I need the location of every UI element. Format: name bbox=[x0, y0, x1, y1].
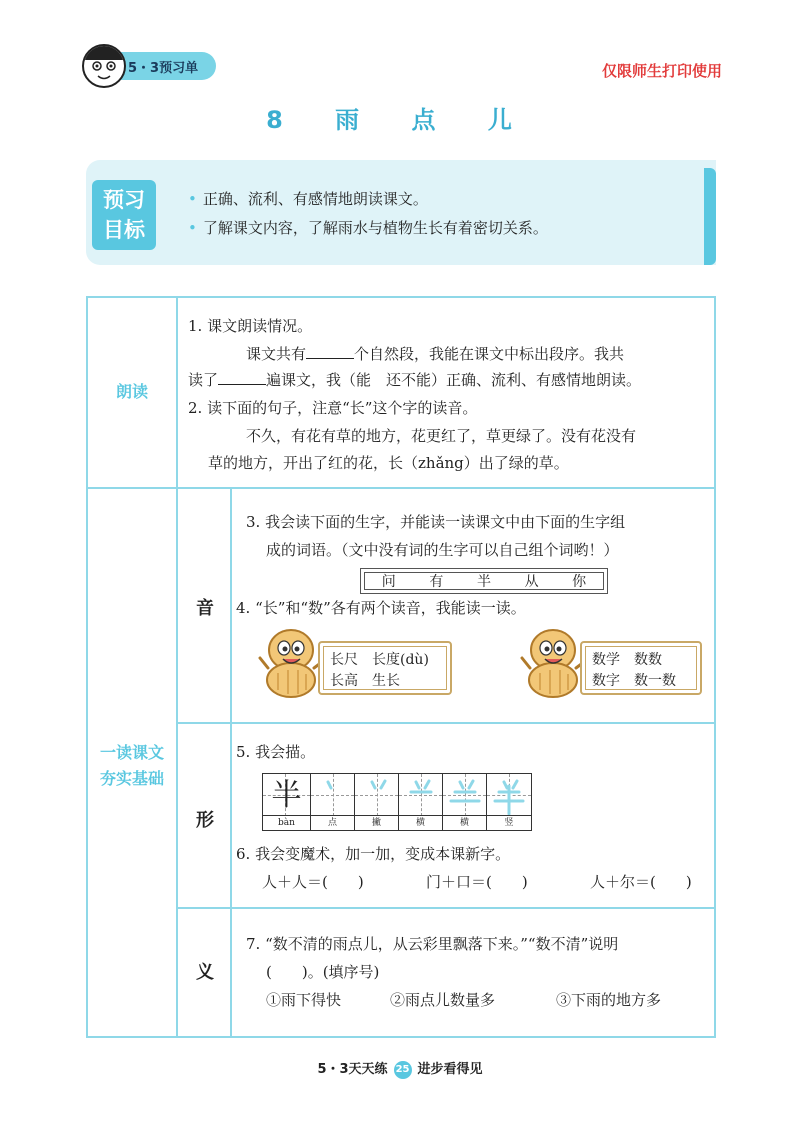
q6-title: 6. 我会变魔术，加一加，变成本课新字。 bbox=[236, 845, 511, 863]
q1-title: 1. 课文朗读情况。 bbox=[188, 317, 313, 335]
table-divider bbox=[86, 487, 716, 489]
bullet-icon: • bbox=[188, 190, 197, 208]
cartoon-avatar-icon bbox=[82, 44, 126, 88]
footer-right: 进步看得见 bbox=[417, 1062, 483, 1077]
stroke-heng-icon bbox=[399, 774, 443, 816]
basics-label bbox=[88, 740, 176, 792]
word-card-row: 长尺 长度(dù) bbox=[330, 652, 429, 668]
new-character: 有 bbox=[429, 574, 444, 590]
q1-line1-b: 个自然段，我能在课文中标出段序。我共 bbox=[354, 345, 625, 363]
grid-cell-model bbox=[263, 774, 311, 830]
goals-label-line1: 预习 bbox=[103, 188, 145, 212]
q4-title: 4. “长”和“数”各有两个读音，我能读一读。 bbox=[236, 599, 526, 617]
q2-line1: 不久，有花有草的地方，花更红了，草更绿了。没有花没有 bbox=[246, 427, 637, 445]
q7-option: ③下雨的地方多 bbox=[556, 991, 662, 1009]
reading-label: 朗读 bbox=[115, 382, 148, 401]
grid-cell-stroke[interactable] bbox=[399, 774, 443, 830]
table-border-top bbox=[86, 296, 716, 298]
goal-text: 了解课文内容，了解雨水与植物生长有着密切关系。 bbox=[202, 219, 548, 237]
table-border-left bbox=[86, 296, 88, 1038]
q1-line1-a: 课文共有 bbox=[246, 345, 307, 363]
shape-label: 形 bbox=[196, 810, 214, 831]
goal-item bbox=[188, 217, 548, 238]
footer bbox=[0, 1058, 800, 1079]
q7-option: ①雨下得快 bbox=[266, 991, 342, 1009]
basics-label-line1: 一读课文 bbox=[99, 743, 164, 762]
word-card-row: 长高 生长 bbox=[330, 673, 400, 689]
table-divider bbox=[176, 722, 716, 724]
q3-line2: 成的词语。（文中没有词的生字可以自己组个词哟！） bbox=[266, 541, 619, 559]
stroke-heng-icon bbox=[443, 774, 487, 816]
q1-line2 bbox=[188, 366, 641, 394]
stroke-dot-icon bbox=[311, 774, 355, 816]
peanut-mascot-icon bbox=[258, 628, 324, 702]
meaning-label: 义 bbox=[196, 962, 214, 983]
grid-cell-stroke[interactable] bbox=[355, 774, 399, 830]
stroke-shu-icon bbox=[487, 774, 531, 816]
basics-label-line2: 夯实基础 bbox=[99, 769, 164, 788]
goal-item bbox=[188, 188, 428, 209]
table-border-bottom bbox=[86, 1036, 716, 1038]
stroke-name: 撇 bbox=[355, 815, 398, 830]
stroke-name: 竖 bbox=[487, 815, 531, 830]
q6-blank-a[interactable]: 人＋人＝( ) bbox=[262, 873, 364, 891]
read-count-blank[interactable] bbox=[218, 368, 266, 385]
word-card-shu bbox=[580, 641, 702, 695]
paragraph-count-blank[interactable] bbox=[306, 342, 354, 359]
table-border-right bbox=[714, 296, 716, 1038]
q6-blank-b[interactable]: 门＋口＝( ) bbox=[426, 873, 528, 891]
new-characters-box bbox=[360, 568, 608, 594]
q2-title: 2. 读下面的句子，注意“长”这个字的读音。 bbox=[188, 399, 478, 417]
model-character: 半 bbox=[271, 778, 302, 813]
word-card-chang bbox=[318, 641, 452, 695]
stroke-name: 横 bbox=[443, 815, 486, 830]
stroke-name: 横 bbox=[399, 815, 442, 830]
q5-title: 5. 我会描。 bbox=[236, 743, 316, 761]
table-column-divider bbox=[230, 487, 232, 1038]
word-card-row: 数学 数数 bbox=[592, 652, 662, 668]
q7-line1: 7. “数不清的雨点儿，从云彩里飘落下来。”“数不清”说明 bbox=[246, 935, 619, 953]
header-badge-text: 5・3预习单 bbox=[128, 61, 199, 76]
print-notice: 仅限师生打印使用 bbox=[601, 62, 722, 80]
stroke-pie-icon bbox=[355, 774, 399, 816]
model-pinyin: bàn bbox=[263, 815, 310, 830]
goals-label bbox=[92, 180, 156, 250]
new-character: 你 bbox=[572, 574, 587, 590]
q7-option: ②雨点儿数量多 bbox=[390, 991, 496, 1009]
goals-box bbox=[86, 160, 716, 265]
q1-line2-b: 遍课文，我（能 还不能）正确、流利、有感情地朗读。 bbox=[266, 371, 642, 389]
goal-text: 正确、流利、有感情地朗读课文。 bbox=[202, 190, 428, 208]
grid-cell-stroke[interactable] bbox=[487, 774, 531, 830]
q3-line1: 3. 我会读下面的生字，并能读一读课文中由下面的生字组 bbox=[246, 513, 626, 531]
sound-label: 音 bbox=[196, 598, 214, 619]
goals-box-edge bbox=[704, 168, 716, 265]
table-column-divider bbox=[176, 296, 178, 1038]
tracing-grid bbox=[262, 773, 532, 831]
grid-cell-stroke[interactable] bbox=[443, 774, 487, 830]
new-character: 半 bbox=[476, 574, 491, 590]
bullet-icon: • bbox=[188, 219, 197, 237]
page-number: 25 bbox=[394, 1061, 412, 1079]
word-card-row: 数字 数一数 bbox=[592, 673, 676, 689]
q7-line2[interactable]: ( )。(填序号) bbox=[266, 963, 380, 981]
q6-blank-c[interactable]: 人＋尔＝( ) bbox=[590, 873, 692, 891]
footer-left: 5・3天天练 bbox=[317, 1062, 388, 1077]
peanut-mascot-icon bbox=[520, 628, 586, 702]
q1-line2-a: 读了 bbox=[188, 371, 219, 389]
goals-label-line2: 目标 bbox=[103, 218, 145, 242]
new-character: 从 bbox=[524, 574, 539, 590]
grid-cell-stroke[interactable] bbox=[311, 774, 355, 830]
new-characters-list bbox=[364, 572, 604, 590]
new-character: 问 bbox=[381, 574, 396, 590]
q2-line2: 草的地方，开出了红的花，长（zhǎng）出了绿的草。 bbox=[208, 454, 569, 472]
page-title: 8 雨 点 儿 bbox=[266, 106, 534, 134]
table-divider bbox=[176, 907, 716, 909]
stroke-name: 点 bbox=[311, 815, 354, 830]
q1-line1 bbox=[246, 340, 624, 368]
